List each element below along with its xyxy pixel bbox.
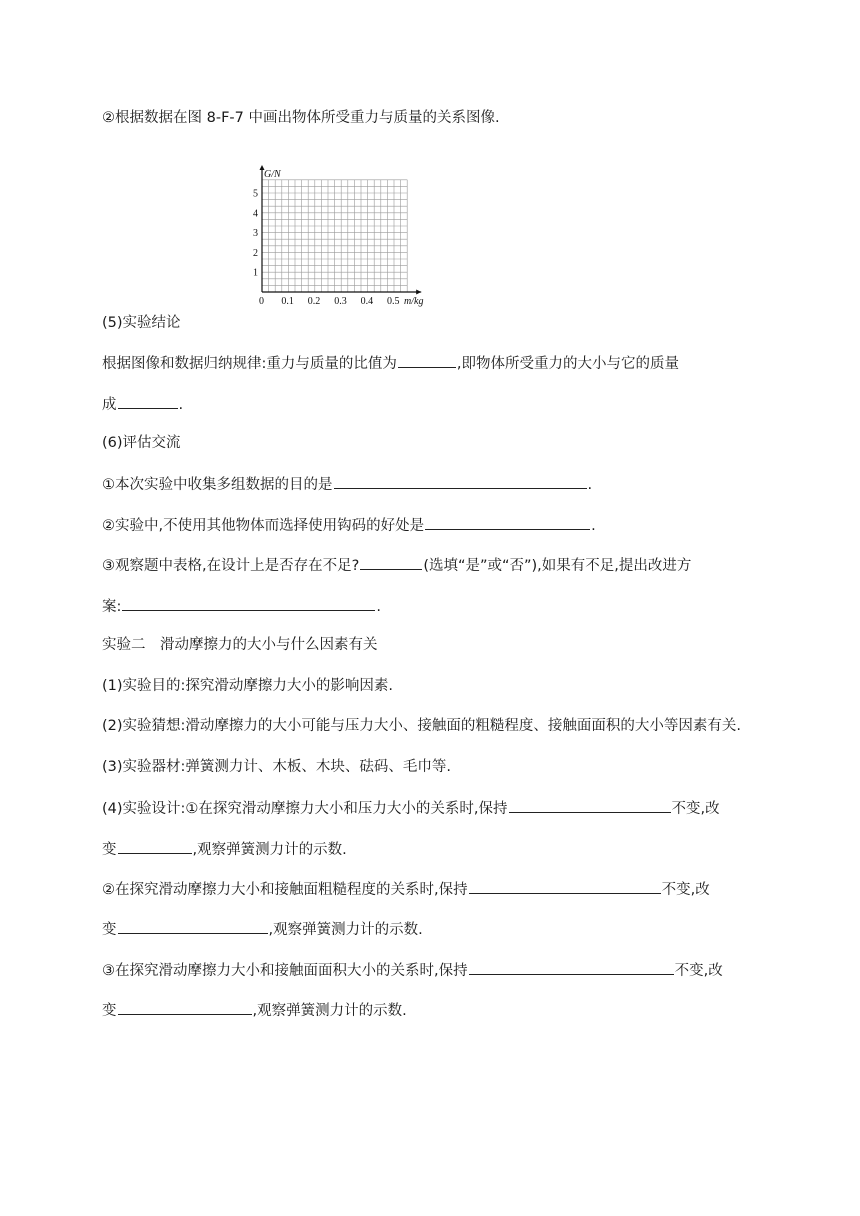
section5-heading: (5)实验结论 [102,315,181,331]
design2-text-d: ,观察弹簧测力计的示数. [268,922,423,938]
hook-weight-blank[interactable] [425,514,590,530]
graph-grid [262,180,407,292]
exp2-equipment: (3)实验器材:弹簧测力计、木板、木块、砝码、毛巾等. [102,759,452,775]
item3-text-b: (选填“是”或“否”),如果有不足,提出改进方 [423,558,692,574]
y-tick-label: 1 [253,267,258,279]
item3-text: ③观察题中表格,在设计上是否存在不足? [102,558,360,574]
x-tick-label: 0.2 [307,296,321,307]
conclusion-text-a: 根据图像和数据归纳规律:重力与质量的比值为 [102,356,397,372]
x-axis-arrow [416,290,421,295]
design3-change-blank[interactable] [118,999,252,1015]
y-tick-labels [253,189,258,279]
x-tick-label: 0.3 [334,296,347,307]
design1-text: (4)实验设计:①在探究滑动摩擦力大小和压力大小的关系时,保持 [102,801,508,817]
design1-change-blank[interactable] [118,838,192,854]
exp2-purpose: (1)实验目的:探究滑动摩擦力大小的影响因素. [102,678,394,694]
exp2-hypothesis: (2)实验猜想:滑动摩擦力的大小可能与压力大小、接触面的粗糙程度、接触面面积的大小等因素有关. [102,718,742,734]
design1-keep-blank[interactable] [509,797,671,813]
design1-text-d: ,观察弹簧测力计的示数. [192,842,347,858]
exp2-design-2-cont [102,918,423,940]
section6-item1 [102,473,592,495]
design1-text-b: 不变,改 [671,801,720,817]
design2-text-c: 变 [102,922,117,938]
section5-conclusion-line1 [102,352,679,374]
section5-conclusion-line2 [102,393,183,415]
design2-keep-blank[interactable] [469,878,661,894]
x-tick-label: 0.1 [281,296,294,307]
exp2-design-3 [102,959,723,981]
proportion-blank[interactable] [118,393,178,409]
graph-axes [260,165,422,295]
conclusion-text-c: 成 [102,397,117,413]
gravity-mass-graph [246,162,446,312]
design2-text: ②在探究滑动摩擦力大小和接触面粗糙程度的关系时,保持 [102,882,468,898]
exp2-design-3-cont [102,999,407,1021]
ratio-blank[interactable] [398,352,456,368]
y-tick-label: 2 [253,247,258,259]
x-tick-label: 0.4 [360,296,374,307]
item1-end: . [587,477,593,493]
purpose-blank[interactable] [334,473,587,489]
y-axis-label: G/N [264,169,281,180]
x-tick-label: 0.5 [387,296,400,307]
design3-text: ③在探究滑动摩擦力大小和接触面面积大小的关系时,保持 [102,963,468,979]
section6-item3 [102,554,691,576]
design3-text-c: 变 [102,1003,117,1019]
exp2-design-2 [102,878,710,900]
y-tick-label: 5 [253,188,258,200]
item3-text-c: 案: [102,599,122,615]
design2-change-blank[interactable] [118,918,268,934]
y-tick-label: 4 [253,208,258,220]
design3-keep-blank[interactable] [469,959,674,975]
section6-item3-cont [102,595,381,617]
question-draw-graph: ②根据数据在图 8-F-7 中画出物体所受重力与质量的关系图像. [102,110,500,126]
improvement-blank[interactable] [122,595,375,611]
conclusion-text-b: ,即物体所受重力的大小与它的质量 [456,356,679,372]
design3-text-b: 不变,改 [674,963,723,979]
x-axis-label: m/kg [404,296,424,307]
item1-text: ①本次实验中收集多组数据的目的是 [102,477,333,493]
item2-text: ②实验中,不使用其他物体而选择使用钩码的好处是 [102,518,425,534]
section6-item2 [102,514,596,536]
conclusion-text-d: . [178,397,184,413]
y-tick-label: 3 [253,228,258,240]
design3-text-d: ,观察弹簧测力计的示数. [252,1003,407,1019]
item2-end: . [591,518,596,534]
experiment2-title: 实验二 滑动摩擦力的大小与什么因素有关 [102,637,378,653]
yes-no-blank[interactable] [360,554,422,570]
exp2-design-1 [102,797,720,819]
item3-end: . [376,599,381,615]
x-tick-label: 0 [259,296,264,307]
design1-text-c: 变 [102,842,117,858]
section6-heading: (6)评估交流 [102,435,181,451]
x-tick-labels [259,296,400,307]
design2-text-b: 不变,改 [661,882,710,898]
exp2-design-1-cont [102,838,347,860]
